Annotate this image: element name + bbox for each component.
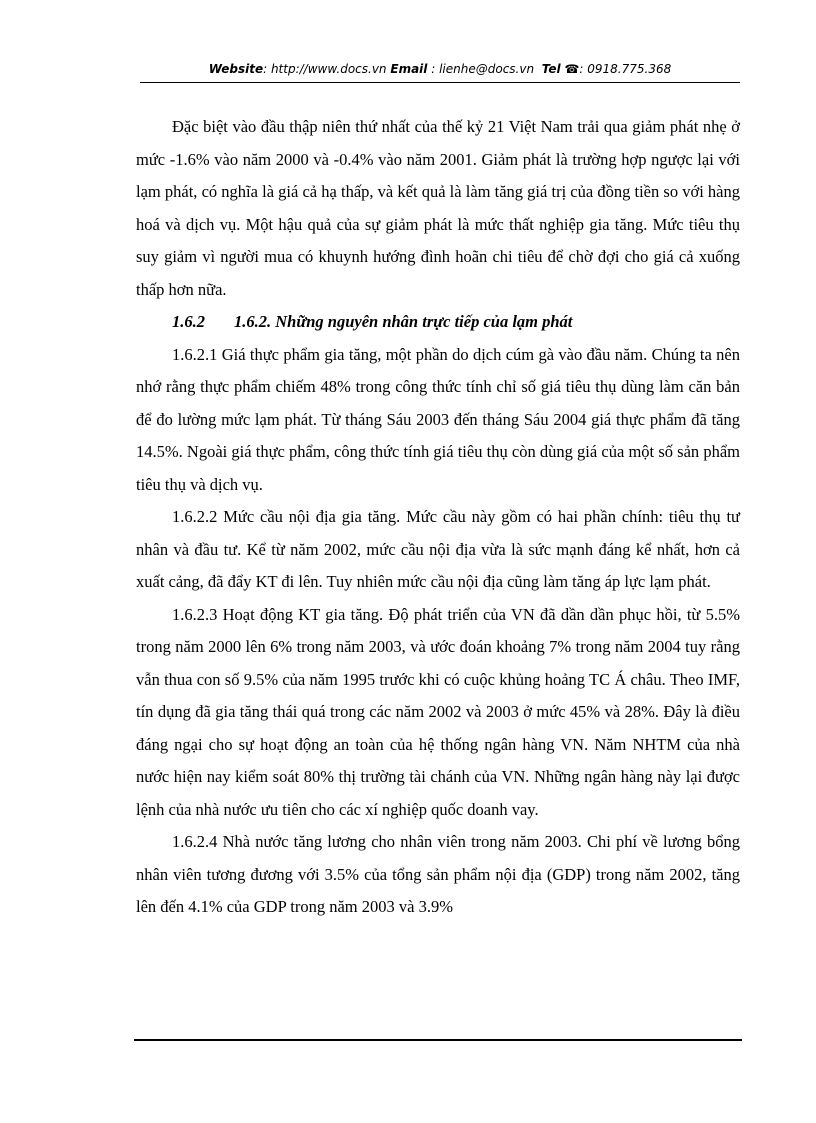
email-label: Email bbox=[390, 62, 428, 76]
section-heading bbox=[136, 306, 740, 339]
footer-divider bbox=[134, 1039, 742, 1041]
document-body bbox=[136, 111, 740, 924]
paragraph-domestic-demand: 1.6.2.2 Mức cầu nội địa gia tăng. Mức cầu này gồm có hai phần chính: tiêu thụ tư nhân và đầu tư. Kể từ năm 2002, mức cầu nội địa vừa là sức mạnh đáng kể nhất, hơn cả xuất cảng, đã đẩy KT đi lên. Tuy nhiên mức cầu nội địa cũng làm tăng áp lực lạm phát. bbox=[136, 507, 740, 591]
website-label: Website bbox=[208, 62, 264, 76]
email-value: : lienhe@docs.vn bbox=[431, 62, 535, 76]
paragraph-wage-increase: 1.6.2.4 Nhà nước tăng lương cho nhân viên trong năm 2003. Chi phí về lương bổng nhân viên tương đương với 3.5% của tổng sản phẩm nội địa (GDP) trong năm 2002, tăng lên đến 4.1% của GDP trong năm 2003 và 3.9% bbox=[136, 832, 740, 916]
phone-icon: ☎ bbox=[564, 62, 580, 76]
paragraph-economic-activity: 1.6.2.3 Hoạt động KT gia tăng. Độ phát triển của VN đã dần dần phục hồi, từ 5.5% trong năm 2000 lên 6% trong năm 2003, và ước đoán khoảng 7% trong năm 2004 tuy rằng vẫn thua con số 9.5% của năm 1995 trước khi có cuộc khủng hoảng TC Á châu. Theo IMF, tín dụng đã gia tăng thái quá trong các năm 2002 và 2003 ở mức 45% và 28%. Đây là điều đáng ngại cho sự hoạt động an toàn của hệ thống ngân hàng VN. Năm NHTM của nhà nước hiện nay kiểm soát 80% thị trường tài chánh của VN. Những ngân hàng này lại được lệnh của nhà nước ưu tiên cho các xí nghiệp quốc doanh vay. bbox=[136, 604, 740, 819]
page-header bbox=[140, 56, 740, 83]
section-number: 1.6.2 bbox=[172, 312, 205, 331]
paragraph-deflation: Đặc biệt vào đầu thập niên thứ nhất của thế kỷ 21 Việt Nam trải qua giảm phát nhẹ ở mức -1.6% vào năm 2000 và -0.4% vào năm 2001. Giảm phát là trường hợp ngược lại với lạm phát, có nghĩa là giá cả hạ thấp, và kết quả là làm tăng giá trị của đồng tiền so với hàng hoá và dịch vụ. Một hậu quả của sự giảm phát là mức thất nghiệp gia tăng. Mức tiêu thụ suy giảm vì người mua có khuynh hướng đình hoãn chi tiêu để chờ đợi cho giá cả xuống thấp hơn nữa. bbox=[136, 117, 740, 299]
website-value: : http://www.docs.vn bbox=[263, 62, 387, 76]
tel-label: Tel bbox=[541, 62, 561, 76]
section-title: 1.6.2. Những nguyên nhân trực tiếp của lạm phát bbox=[234, 312, 573, 331]
tel-value: : 0918.775.368 bbox=[579, 62, 672, 76]
paragraph-food-prices: 1.6.2.1 Giá thực phẩm gia tăng, một phần do dịch cúm gà vào đầu năm. Chúng ta nên nhớ rằng thực phẩm chiếm 48% trong công thức tính chỉ số giá tiêu thụ dùng làm căn bản để đo lường mức lạm phát. Từ tháng Sáu 2003 đến tháng Sáu 2004 giá thực phẩm đã tăng 14.5%. Ngoài giá thực phẩm, công thức tính giá tiêu thụ còn dùng giá của một số sản phẩm tiêu thụ và dịch vụ. bbox=[136, 344, 740, 494]
